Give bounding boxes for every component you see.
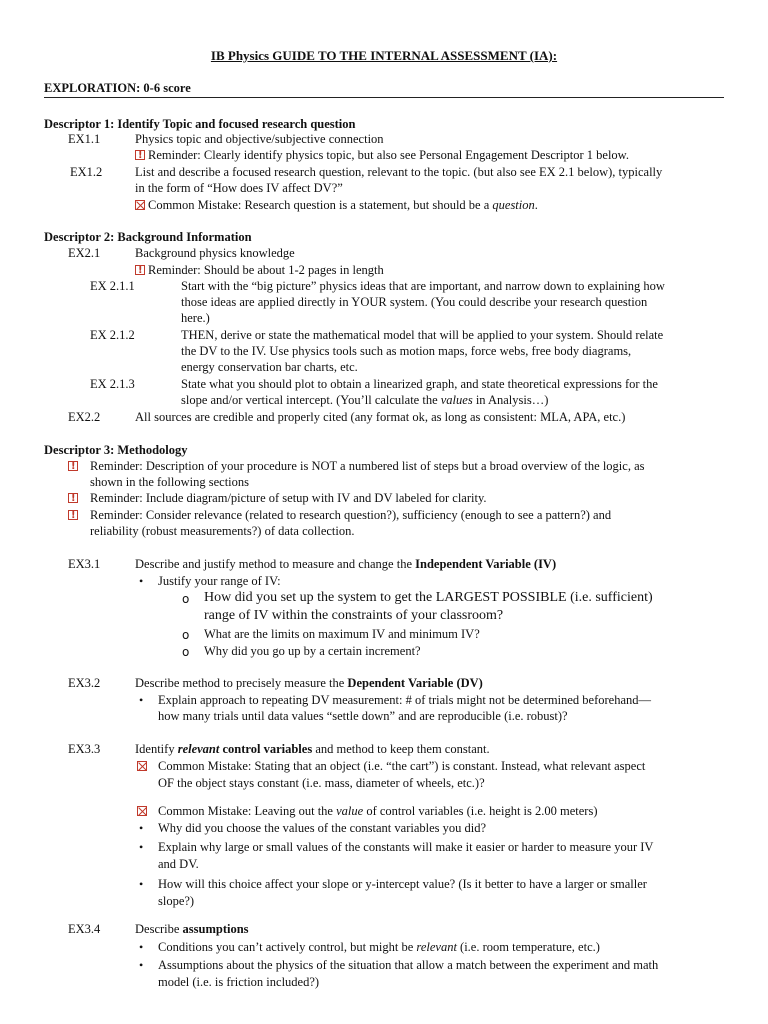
ex33-heading xyxy=(135,741,490,757)
exploration-heading: EXPLORATION: 0-6 score xyxy=(44,81,191,95)
ex33-bold: control variables xyxy=(222,742,313,756)
ex12-line-1: List and describe a focused research question, relevant to the topic. (but also see EX 2.1 below), typically xyxy=(135,165,663,179)
ex32-bullet-line-1: Explain approach to repeating DV measurement: # of trials might not be determined beforehand— xyxy=(158,693,652,707)
warning-icon xyxy=(68,510,78,520)
ex213-text-c: in Analysis…) xyxy=(472,393,549,407)
ex33-mistake-2 xyxy=(158,803,598,819)
ex22-code: EX2.2 xyxy=(68,410,101,424)
ex11-reminder-text: Reminder: Clearly identify physics topic, but also see Personal Engagement Descriptor 1 below. xyxy=(148,148,630,162)
cross-box-icon xyxy=(137,806,147,816)
ex12-code: EX1.2 xyxy=(70,165,103,179)
ex11-text: Physics topic and objective/subjective connection xyxy=(135,132,384,146)
ex211-line-1: Start with the “big picture” physics ideas that are important, and narrow down to explaining how xyxy=(181,279,665,293)
reminder-2 xyxy=(68,490,81,506)
ex34-bullet-2-line-2: model (i.e. is friction included?) xyxy=(158,975,320,989)
warning-icon xyxy=(68,493,78,503)
ex21-reminder xyxy=(135,262,384,278)
descriptor-3-heading: Descriptor 3: Methodology xyxy=(44,443,188,457)
ex32-heading xyxy=(135,675,483,691)
ex213-code: EX 2.1.3 xyxy=(90,377,135,391)
ex34-bullet-1-end: (i.e. room temperature, etc.) xyxy=(456,940,600,954)
reminder-1 xyxy=(68,458,81,474)
ex34-bullet-1-italic: relevant xyxy=(416,940,457,954)
ex31-text: Describe and justify method to measure and change the xyxy=(135,557,416,571)
ex21-reminder-text: Reminder: Should be about 1-2 pages in length xyxy=(148,263,384,277)
ex31-heading xyxy=(135,556,556,572)
ex34-text: Describe xyxy=(135,922,183,936)
ex211-line-3: here.) xyxy=(181,311,210,325)
ex32-text: Describe method to precisely measure the xyxy=(135,676,348,690)
ex21-text: Background physics knowledge xyxy=(135,246,295,260)
reminder-1-line-2: shown in the following sections xyxy=(90,475,250,489)
ex21-code: EX2.1 xyxy=(68,246,101,260)
ex33-text-e: and method to keep them constant. xyxy=(312,742,490,756)
reminder-1-line-1: Reminder: Description of your procedure is NOT a numbered list of steps but a broad overview of the logic, as xyxy=(90,459,645,473)
ex34-bullet-1 xyxy=(158,939,600,955)
cross-box-icon xyxy=(135,200,145,210)
bullet-icon: • xyxy=(139,940,144,954)
ex33-mistake-1-icon xyxy=(137,758,150,774)
ex32-bold: Dependent Variable (DV) xyxy=(347,676,483,690)
warning-icon xyxy=(135,265,145,275)
bullet-icon: • xyxy=(139,958,144,972)
sub-bullet-icon: o xyxy=(182,645,190,659)
ex33-bullet-3-line-1: How will this choice affect your slope or y-intercept value? (Is it better to have a larger or smaller xyxy=(158,877,647,891)
ex213-text-a: slope and/or vertical intercept. (You’ll calculate the xyxy=(181,393,441,407)
ex33-bullet-2-line-2: and DV. xyxy=(158,857,199,871)
bullet-icon: • xyxy=(139,693,144,707)
ex212-line-1: THEN, derive or state the mathematical model that will be applied to your system. Should relate xyxy=(181,328,664,342)
ex31-sub-2: What are the limits on maximum IV and minimum IV? xyxy=(204,627,480,641)
ex34-bold: assumptions xyxy=(182,922,249,936)
cross-box-icon xyxy=(137,761,147,771)
ex31-bold: Independent Variable (IV) xyxy=(415,557,557,571)
ex33-text-a: Identify xyxy=(135,742,178,756)
sub-bullet-icon: o xyxy=(182,592,190,606)
ex33-mistake-2-text: Common Mistake: Leaving out the xyxy=(158,804,337,818)
ex34-heading xyxy=(135,921,249,937)
ex213-line-2 xyxy=(181,392,548,408)
ex33-mistake-1-line-1: Common Mistake: Stating that an object (i.e. “the cart”) is constant. Instead, what relevant aspect xyxy=(158,759,646,773)
bullet-icon: • xyxy=(139,821,144,835)
ex31-sub-3: Why did you go up by a certain increment? xyxy=(204,644,421,658)
ex11-reminder xyxy=(135,147,629,163)
ex12-mistake-end: . xyxy=(534,198,538,212)
ex33-italic: relevant xyxy=(177,742,220,756)
reminder-2-text: Reminder: Include diagram/picture of setup with IV and DV labeled for clarity. xyxy=(90,491,487,505)
ex213-line-1: State what you should plot to obtain a linearized graph, and state theoretical expressions for the xyxy=(181,377,658,391)
warning-icon xyxy=(135,150,145,160)
reminder-3-line-1: Reminder: Consider relevance (related to research question?), sufficiency (enough to see a pattern?) and xyxy=(90,508,612,522)
ex31-code: EX3.1 xyxy=(68,557,101,571)
ex33-code: EX3.3 xyxy=(68,742,101,756)
ex31-sub-1-line-1: How did you set up the system to get the LARGEST POSSIBLE (i.e. sufficient) xyxy=(204,590,653,605)
ex33-bullet-3-line-2: slope?) xyxy=(158,894,195,908)
bullet-icon: • xyxy=(139,877,144,891)
reminder-3-line-2: reliability (robust measurements?) of data collection. xyxy=(90,524,355,538)
ex31-sub-1-line-2: range of IV within the constraints of your classroom? xyxy=(204,608,504,623)
ex213-italic: values xyxy=(440,393,473,407)
ex11-code: EX1.1 xyxy=(68,132,101,146)
ex22-text: All sources are credible and properly cited (any format ok, as long as consistent: MLA, APA, etc.) xyxy=(135,410,626,424)
ex12-mistake-text: Common Mistake: Research question is a statement, but should be a xyxy=(148,198,493,212)
ex33-mistake-2-end: of control variables (i.e. height is 2.00 meters) xyxy=(363,804,598,818)
ex33-bullet-2-line-1: Explain why large or small values of the constants will make it easier or harder to measure your IV xyxy=(158,840,654,854)
ex33-mistake-1-line-2: OF the object stays constant (i.e. mass, diameter of wheels, etc.)? xyxy=(158,776,485,790)
ex211-code: EX 2.1.1 xyxy=(90,279,135,293)
ex34-bullet-2-line-1: Assumptions about the physics of the situation that allow a match between the experiment and math xyxy=(158,958,659,972)
bullet-icon: • xyxy=(139,840,144,854)
divider xyxy=(44,97,724,98)
sub-bullet-icon: o xyxy=(182,628,190,642)
descriptor-1-heading: Descriptor 1: Identify Topic and focused research question xyxy=(44,117,356,131)
ex212-code: EX 2.1.2 xyxy=(90,328,135,342)
reminder-3 xyxy=(68,507,81,523)
warning-icon xyxy=(68,461,78,471)
ex34-code: EX3.4 xyxy=(68,922,101,936)
ex34-bullet-1-text: Conditions you can’t actively control, but might be xyxy=(158,940,417,954)
ex212-line-2: the DV to the IV. Use physics tools such as motion maps, force webs, free body diagrams, xyxy=(181,344,632,358)
bullet-icon: • xyxy=(139,574,144,588)
ex33-mistake-2-italic: value xyxy=(336,804,364,818)
descriptor-2-heading: Descriptor 2: Background Information xyxy=(44,230,252,244)
ex32-code: EX3.2 xyxy=(68,676,101,690)
page-title: IB Physics GUIDE TO THE INTERNAL ASSESSMENT (IA): xyxy=(210,48,558,63)
ex32-bullet-line-2: how many trials until data values “settle down” and are reproducible (i.e. robust)? xyxy=(158,709,568,723)
ex31-bullet-1: Justify your range of IV: xyxy=(158,574,281,588)
ex12-mistake xyxy=(135,197,538,213)
ex212-line-3: energy conservation bar charts, etc. xyxy=(181,360,358,374)
ex12-line-2: in the form of “How does IV affect DV?” xyxy=(135,181,343,195)
ex12-mistake-italic: question xyxy=(492,198,535,212)
ex33-bullet-1: Why did you choose the values of the constant variables you did? xyxy=(158,821,487,835)
ex33-mistake-2-icon xyxy=(137,803,150,819)
ex211-line-2: those ideas are applied directly in YOUR system. (You could describe your research question xyxy=(181,295,648,309)
